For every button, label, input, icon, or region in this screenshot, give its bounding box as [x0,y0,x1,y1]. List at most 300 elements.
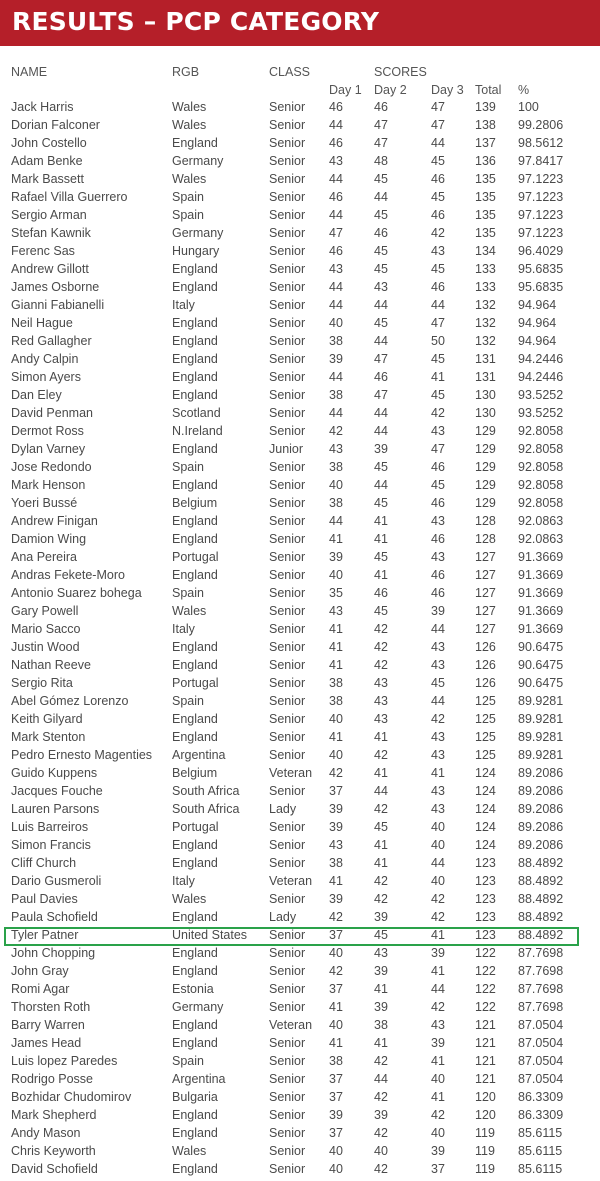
cell-name: Red Gallagher [11,334,92,348]
cell-class: Lady [269,910,297,924]
cell-day1: 37 [329,1090,343,1104]
cell-class: Senior [269,1144,306,1158]
cell-day2: 42 [374,622,388,636]
table-row [0,386,600,404]
cell-total: 125 [475,748,496,762]
cell-day1: 38 [329,694,343,708]
table-row [0,1088,600,1106]
cell-day2: 45 [374,316,388,330]
cell-day2: 44 [374,406,388,420]
cell-class: Senior [269,712,306,726]
table-row [0,998,600,1016]
cell-rgb: England [172,838,218,852]
cell-percent: 91.3669 [518,550,564,564]
table-row [0,656,600,674]
cell-rgb: Spain [172,208,204,222]
cell-day3: 39 [431,946,445,960]
cell-day1: 40 [329,1144,343,1158]
cell-day2: 41 [374,856,388,870]
cell-percent: 94.964 [518,298,557,312]
cell-day2: 42 [374,892,388,906]
cell-name: Mark Henson [11,478,86,492]
cell-name: Adam Benke [11,154,83,168]
cell-rgb: England [172,910,218,924]
cell-day3: 44 [431,856,445,870]
cell-rgb: Estonia [172,982,214,996]
cell-class: Senior [269,964,306,978]
cell-rgb: England [172,370,218,384]
cell-day3: 43 [431,550,445,564]
table-row [0,1034,600,1052]
cell-total: 125 [475,712,496,726]
cell-name: Sergio Rita [11,676,73,690]
cell-day1: 39 [329,820,343,834]
cell-total: 121 [475,1054,496,1068]
cell-percent: 92.8058 [518,460,564,474]
cell-percent: 89.9281 [518,748,564,762]
table-row [0,980,600,998]
cell-name: John Gray [11,964,69,978]
cell-class: Senior [269,748,306,762]
cell-day3: 41 [431,1090,445,1104]
cell-day1: 35 [329,586,343,600]
cell-name: Nathan Reeve [11,658,91,672]
cell-percent: 89.9281 [518,712,564,726]
cell-percent: 93.5252 [518,388,564,402]
cell-day2: 47 [374,388,388,402]
cell-total: 126 [475,658,496,672]
cell-rgb: England [172,442,218,456]
cell-rgb: Scotland [172,406,221,420]
cell-percent: 89.2086 [518,838,564,852]
cell-day1: 38 [329,496,343,510]
header-total: Total [475,83,502,97]
cell-day2: 45 [374,496,388,510]
cell-day3: 45 [431,262,445,276]
table-row [0,458,600,476]
cell-day1: 38 [329,676,343,690]
table-row [0,314,600,332]
table-row [0,242,600,260]
cell-day1: 47 [329,226,343,240]
cell-class: Senior [269,208,306,222]
cell-name: Mark Shepherd [11,1108,97,1122]
cell-name: Luis Barreiros [11,820,89,834]
cell-total: 133 [475,262,496,276]
cell-total: 132 [475,298,496,312]
results-table [0,98,600,1178]
cell-total: 131 [475,370,496,384]
cell-total: 133 [475,280,496,294]
cell-day3: 47 [431,100,445,114]
header-scores: SCORES [374,65,427,79]
cell-day3: 45 [431,190,445,204]
cell-day3: 39 [431,1036,445,1050]
cell-percent: 87.0504 [518,1054,564,1068]
cell-day2: 42 [374,1162,388,1176]
cell-day2: 47 [374,136,388,150]
cell-class: Senior [269,1054,306,1068]
cell-day2: 44 [374,784,388,798]
cell-class: Senior [269,820,306,834]
cell-day2: 47 [374,118,388,132]
cell-day1: 41 [329,1000,343,1014]
table-row [0,188,600,206]
cell-class: Senior [269,586,306,600]
cell-name: Simon Francis [11,838,91,852]
cell-name: Jose Redondo [11,460,92,474]
cell-day2: 41 [374,532,388,546]
cell-rgb: England [172,1036,218,1050]
cell-day2: 43 [374,280,388,294]
cell-rgb: England [172,478,218,492]
cell-day1: 38 [329,1054,343,1068]
cell-rgb: N.Ireland [172,424,223,438]
cell-rgb: Belgium [172,766,218,780]
cell-rgb: South Africa [172,784,240,798]
cell-rgb: Wales [172,172,207,186]
cell-day2: 43 [374,676,388,690]
cell-day3: 43 [431,1018,445,1032]
cell-name: James Head [11,1036,82,1050]
cell-name: Andy Calpin [11,352,79,366]
cell-name: Paul Davies [11,892,78,906]
table-row [0,746,600,764]
cell-percent: 92.8058 [518,442,564,456]
cell-name: Jacques Fouche [11,784,103,798]
cell-day1: 44 [329,370,343,384]
cell-day3: 46 [431,532,445,546]
cell-name: Jack Harris [11,100,74,114]
cell-name: Sergio Arman [11,208,87,222]
cell-day2: 48 [374,154,388,168]
cell-day1: 46 [329,100,343,114]
cell-day1: 38 [329,388,343,402]
cell-class: Senior [269,334,306,348]
cell-day1: 41 [329,730,343,744]
cell-day1: 43 [329,262,343,276]
table-row [0,710,600,728]
cell-rgb: Italy [172,298,195,312]
cell-day3: 46 [431,280,445,294]
cell-day1: 41 [329,622,343,636]
cell-name: Tyler Patner [11,928,79,942]
cell-day1: 37 [329,1126,343,1140]
cell-day2: 44 [374,424,388,438]
cell-day3: 46 [431,586,445,600]
cell-day3: 41 [431,928,445,942]
cell-class: Senior [269,730,306,744]
table-row [0,638,600,656]
cell-day2: 39 [374,964,388,978]
cell-rgb: Argentina [172,1072,226,1086]
cell-percent: 86.3309 [518,1090,564,1104]
cell-total: 127 [475,622,496,636]
cell-day2: 42 [374,640,388,654]
cell-total: 123 [475,856,496,870]
cell-total: 124 [475,838,496,852]
header-rgb: RGB [172,65,200,79]
cell-rgb: Hungary [172,244,220,258]
cell-day2: 42 [374,1090,388,1104]
cell-class: Senior [269,1108,306,1122]
cell-day2: 41 [374,982,388,996]
cell-day3: 42 [431,712,445,726]
cell-day1: 46 [329,136,343,150]
cell-percent: 88.4892 [518,874,564,888]
table-row [0,260,600,278]
cell-total: 119 [475,1126,495,1140]
cell-class: Senior [269,154,306,168]
cell-name: Andrew Finigan [11,514,98,528]
cell-class: Senior [269,298,306,312]
cell-rgb: England [172,856,218,870]
cell-total: 137 [475,136,496,150]
cell-day1: 43 [329,838,343,852]
cell-total: 122 [475,982,496,996]
cell-name: Mark Bassett [11,172,84,186]
cell-rgb: Germany [172,1000,224,1014]
cell-class: Senior [269,1072,306,1086]
cell-name: Lauren Parsons [11,802,100,816]
cell-rgb: England [172,262,218,276]
cell-day1: 40 [329,568,343,582]
cell-day2: 46 [374,226,388,240]
table-row [0,170,600,188]
cell-total: 132 [475,316,496,330]
cell-day3: 43 [431,802,445,816]
cell-percent: 93.5252 [518,406,564,420]
cell-day2: 46 [374,100,388,114]
cell-day2: 45 [374,262,388,276]
table-row [0,476,600,494]
cell-day3: 44 [431,694,445,708]
cell-total: 138 [475,118,496,132]
cell-class: Senior [269,496,306,510]
cell-total: 127 [475,568,496,582]
cell-rgb: Spain [172,586,204,600]
cell-day3: 44 [431,136,445,150]
cell-day3: 46 [431,460,445,474]
cell-percent: 87.7698 [518,964,564,978]
cell-day2: 45 [374,820,388,834]
table-row [0,548,600,566]
cell-day2: 45 [374,172,388,186]
cell-day3: 40 [431,820,445,834]
cell-day1: 42 [329,910,343,924]
cell-percent: 88.4892 [518,928,564,942]
cell-class: Senior [269,946,306,960]
cell-rgb: Portugal [172,820,219,834]
cell-class: Senior [269,928,306,942]
cell-class: Senior [269,1126,306,1140]
table-row [0,440,600,458]
header-percent: % [518,83,530,97]
cell-name: Rafael Villa Guerrero [11,190,128,204]
cell-name: Rodrigo Posse [11,1072,93,1086]
cell-class: Veteran [269,766,313,780]
table-row [0,674,600,692]
cell-percent: 85.6115 [518,1162,563,1176]
cell-class: Senior [269,1000,306,1014]
cell-total: 135 [475,172,496,186]
cell-total: 127 [475,550,496,564]
table-row [0,296,600,314]
cell-day1: 43 [329,442,343,456]
cell-rgb: United States [172,928,248,942]
cell-name: Pedro Ernesto Magenties [11,748,153,762]
cell-day1: 40 [329,1162,343,1176]
cell-day1: 41 [329,658,343,672]
cell-class: Senior [269,838,306,852]
cell-day2: 43 [374,694,388,708]
cell-percent: 94.2446 [518,352,564,366]
cell-percent: 97.1223 [518,226,564,240]
cell-rgb: England [172,1018,218,1032]
table-row [0,818,600,836]
cell-day3: 47 [431,316,445,330]
cell-day1: 44 [329,298,343,312]
table-row [0,854,600,872]
cell-rgb: Italy [172,622,195,636]
cell-percent: 98.5612 [518,136,564,150]
cell-day1: 41 [329,532,343,546]
cell-class: Senior [269,1036,306,1050]
cell-percent: 91.3669 [518,604,564,618]
cell-day2: 46 [374,586,388,600]
cell-total: 123 [475,910,496,924]
cell-day3: 50 [431,334,445,348]
cell-day2: 45 [374,928,388,942]
cell-day3: 43 [431,424,445,438]
cell-total: 120 [475,1108,496,1122]
cell-percent: 94.2446 [518,370,564,384]
cell-name: Yoeri Bussé [11,496,78,510]
cell-day2: 41 [374,514,388,528]
cell-day3: 43 [431,784,445,798]
cell-name: David Schofield [11,1162,98,1176]
cell-class: Senior [269,892,306,906]
cell-total: 131 [475,352,496,366]
cell-rgb: Portugal [172,676,219,690]
cell-total: 129 [475,460,496,474]
cell-day1: 39 [329,352,343,366]
cell-day1: 42 [329,964,343,978]
cell-name: Mario Sacco [11,622,81,636]
cell-day3: 42 [431,226,445,240]
table-row [0,602,600,620]
cell-percent: 91.3669 [518,622,564,636]
cell-day2: 39 [374,1108,388,1122]
cell-class: Senior [269,514,306,528]
cell-day1: 46 [329,190,343,204]
cell-name: David Penman [11,406,93,420]
table-row [0,800,600,818]
cell-day1: 44 [329,208,343,222]
table-row [0,116,600,134]
cell-total: 132 [475,334,496,348]
cell-rgb: Spain [172,1054,204,1068]
table-row [0,962,600,980]
table-row [0,350,600,368]
table-row [0,1142,600,1160]
cell-percent: 90.6475 [518,640,564,654]
cell-rgb: Bulgaria [172,1090,218,1104]
cell-class: Senior [269,550,306,564]
cell-name: James Osborne [11,280,100,294]
cell-day3: 46 [431,496,445,510]
cell-name: Gianni Fabianelli [11,298,105,312]
cell-name: Damion Wing [11,532,87,546]
cell-percent: 87.7698 [518,1000,564,1014]
cell-day3: 43 [431,244,445,258]
cell-class: Senior [269,856,306,870]
cell-class: Senior [269,118,306,132]
cell-class: Senior [269,532,306,546]
cell-percent: 85.6115 [518,1144,563,1158]
cell-day1: 44 [329,118,343,132]
cell-day2: 39 [374,1000,388,1014]
cell-day3: 42 [431,1000,445,1014]
cell-day2: 45 [374,208,388,222]
cell-class: Senior [269,640,306,654]
cell-day3: 45 [431,352,445,366]
cell-name: Ferenc Sas [11,244,75,258]
table-row [0,1016,600,1034]
table-row [0,368,600,386]
cell-class: Junior [269,442,304,456]
cell-name: Dylan Varney [11,442,86,456]
cell-total: 124 [475,784,496,798]
cell-total: 121 [475,1018,496,1032]
cell-percent: 87.7698 [518,946,564,960]
cell-day3: 43 [431,640,445,654]
cell-class: Veteran [269,1018,313,1032]
cell-percent: 92.0863 [518,532,564,546]
cell-class: Senior [269,622,306,636]
cell-name: Luis lopez Paredes [11,1054,118,1068]
cell-day3: 42 [431,910,445,924]
cell-name: Keith Gilyard [11,712,83,726]
cell-day1: 38 [329,856,343,870]
cell-rgb: England [172,388,218,402]
cell-percent: 92.8058 [518,424,564,438]
cell-percent: 92.0863 [518,514,564,528]
table-row [0,908,600,926]
cell-total: 124 [475,820,496,834]
cell-rgb: England [172,1162,218,1176]
table-row [0,764,600,782]
cell-day1: 42 [329,766,343,780]
cell-name: Gary Powell [11,604,79,618]
cell-rgb: South Africa [172,802,240,816]
cell-percent: 97.1223 [518,208,564,222]
cell-day3: 40 [431,838,445,852]
cell-total: 123 [475,874,496,888]
cell-rgb: England [172,1126,218,1140]
cell-day1: 46 [329,244,343,258]
cell-class: Senior [269,424,306,438]
cell-day2: 42 [374,748,388,762]
cell-percent: 87.0504 [518,1018,564,1032]
cell-day2: 44 [374,334,388,348]
cell-day3: 46 [431,208,445,222]
cell-name: Mark Stenton [11,730,86,744]
cell-day1: 39 [329,802,343,816]
table-row [0,512,600,530]
cell-day1: 40 [329,316,343,330]
cell-percent: 95.6835 [518,280,564,294]
